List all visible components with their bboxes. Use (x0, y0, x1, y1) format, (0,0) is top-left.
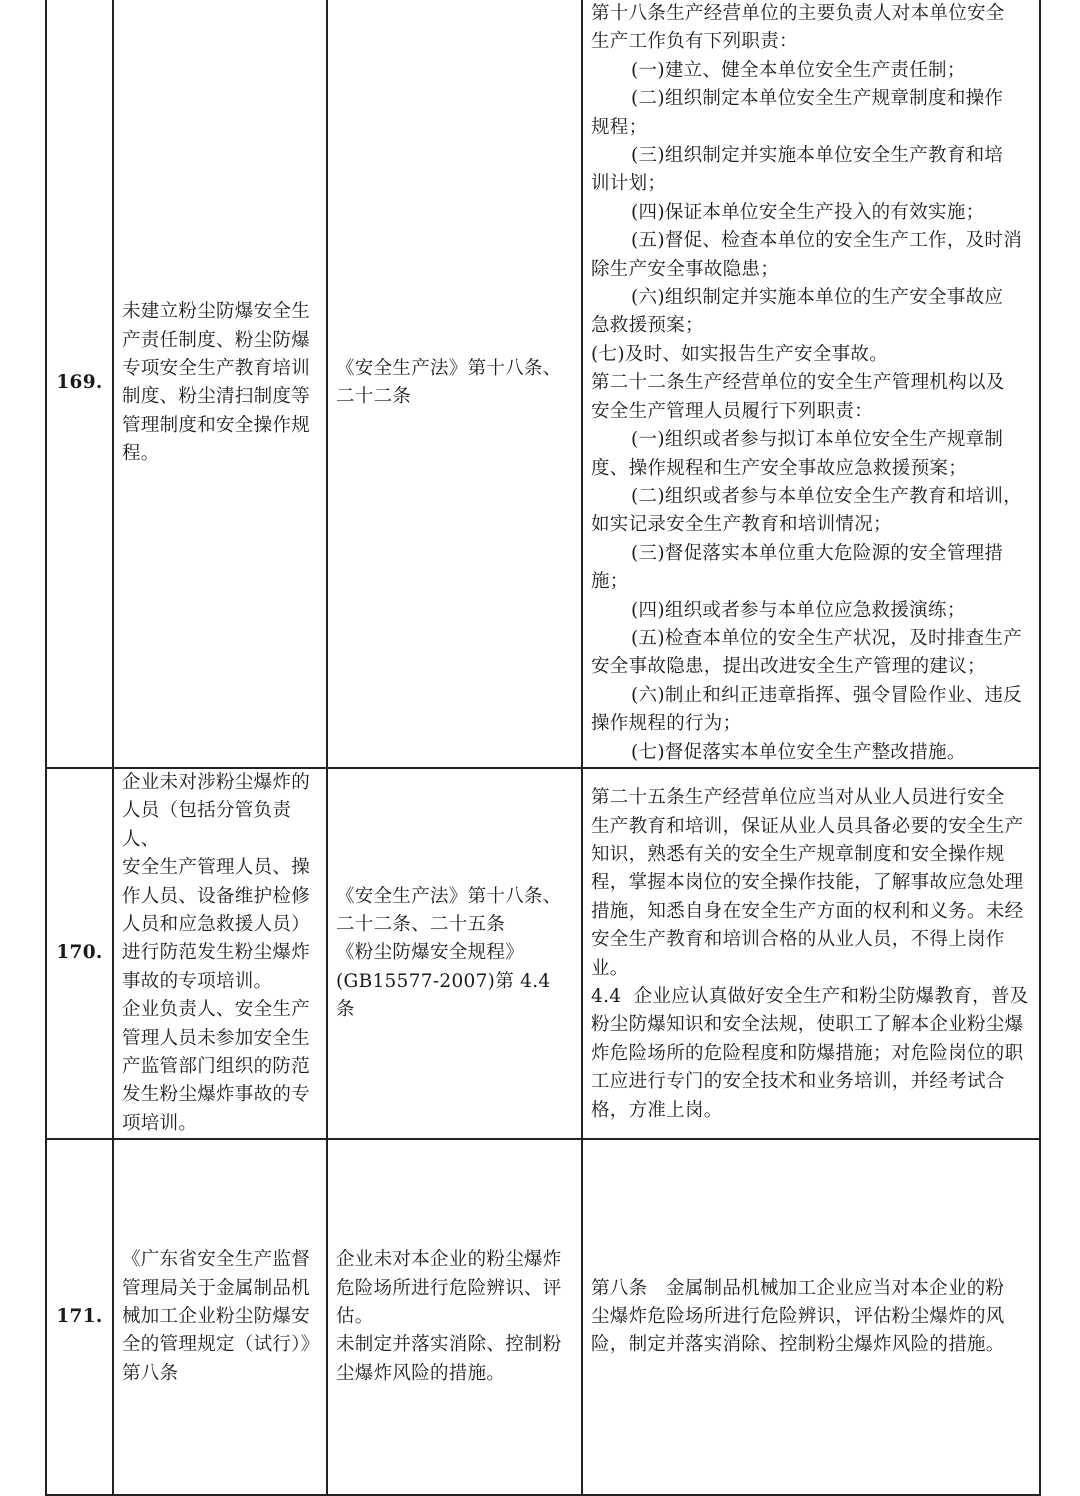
violation-cell-line: 项培训。 (122, 1112, 198, 1134)
table-row (46, 768, 1040, 1139)
provision-text-cell-line: 第二十五条生产经营单位应当对从业人员进行安全 (591, 787, 1005, 809)
row-number: 171. (46, 1139, 113, 1495)
provision-text-cell-line: 第十八条生产经营单位的主要负责人对本单位安全 (591, 3, 1005, 24)
provision-text-cell-line: 第二十二条生产经营单位的安全生产管理机构以及 (591, 372, 1005, 394)
violation-cell-line: 人员（包括分管负责人、 (122, 800, 292, 850)
provision-text-cell (582, 1139, 1040, 1495)
violation-cell-line: 程。 (122, 443, 160, 465)
legal-basis-cell-line: 未制定并落实消除、控制粉 (336, 1334, 562, 1356)
violation-cell-line: 制度、粉尘清扫制度等 (122, 386, 311, 408)
legal-basis-cell-line: 尘爆炸风险的措施。 (336, 1362, 506, 1384)
violation-cell-line: 人员和应急救援人员） (122, 914, 311, 935)
provision-text-cell-line: (一)组织或者参与拟订本单位安全生产规章制 (631, 429, 1004, 451)
provision-text-cell-line: 训计划； (591, 173, 667, 195)
provision-text-cell-line: (七)及时、如实报告生产安全事故。 (591, 343, 889, 365)
provision-text-cell-line: (二)组织制定本单位安全生产规章制度和操作 (631, 88, 1004, 110)
provision-text-cell-line: 粉尘防爆知识和安全法规，使职工了解本企业粉尘爆 (591, 1014, 1024, 1036)
provision-text-cell-line: 安全生产管理人员履行下列职责： (591, 400, 874, 422)
provision-text-cell-line: 工应进行专门的安全技术和业务培训，并经考试合 (591, 1071, 1005, 1093)
violation-cell-line: 未建立粉尘防爆安全生 (122, 301, 311, 323)
provision-text-cell-line: 安全事故隐患，提出改进安全生产管理的建议； (591, 656, 986, 678)
legal-basis-cell (327, 1139, 582, 1495)
provision-text-cell-line: 险，制定并落实消除、控制粉尘爆炸风险的措施。 (591, 1334, 1005, 1356)
provision-text-cell-line: 知识，熟悉有关的安全生产规章制度和安全操作规 (591, 843, 1005, 865)
violation-cell (113, 1139, 327, 1495)
row-number: 170. (46, 768, 113, 1139)
provision-text-cell-line: (六)组织制定并实施本单位的生产安全事故应 (631, 287, 1004, 309)
violation-cell-line: 管理人员未参加安全生 (122, 1027, 311, 1049)
provision-text-cell-line: 第八条 金属制品机械加工企业应当对本企业的粉 (591, 1277, 1005, 1299)
provision-text-cell-line: 施； (591, 571, 629, 593)
provision-text-cell-line: 程，掌握本岗位的安全操作技能，了解事故应急处理 (591, 872, 1024, 894)
provision-text-cell-line: 急救援预案； (591, 315, 704, 337)
provision-text-cell-line: 规程； (591, 116, 648, 138)
provision-text-cell-line: 格，方准上岗。 (591, 1099, 723, 1121)
table-row (46, 0, 1040, 768)
provision-text-cell-line: 炸危险场所的危险程度和防爆措施；对危险岗位的职 (591, 1042, 1024, 1064)
provision-text-cell-line: 操作规程的行为； (591, 713, 742, 735)
legal-basis-cell-line: 《安全生产法》第十八条、 (336, 885, 562, 907)
provision-text-cell-line: 生产工作负有下列职责： (591, 31, 798, 53)
provision-text-cell-line: (五)检查本单位的安全生产状况，及时排查生产 (631, 627, 1023, 649)
regulation-table (45, 0, 1041, 1496)
violation-cell-line: 专项安全生产教育培训 (122, 358, 311, 380)
legal-basis-cell-line: 《安全生产法》第十八条、 (336, 358, 562, 380)
provision-text-cell-line: (四)保证本单位安全生产投入的有效实施； (631, 201, 985, 223)
provision-text-cell-line: 尘爆炸危险场所进行危险辨识，评估粉尘爆炸的风 (591, 1306, 1005, 1328)
legal-basis-cell-line: (GB15577-2007)第 4.4 条 (336, 970, 557, 1021)
provision-text-cell-line: 度、操作规程和生产安全事故应急救援预案； (591, 457, 968, 479)
provision-text-cell-line: (三)组织制定并实施本单位安全生产教育和培 (631, 145, 1004, 167)
violation-cell-line: 企业负责人、安全生产 (122, 999, 311, 1021)
violation-cell-line: 企业未对涉粉尘爆炸的 (122, 771, 311, 793)
row-number: 169. (46, 0, 113, 768)
legal-basis-cell-line: 企业未对本企业的粉尘爆炸 (336, 1249, 562, 1271)
provision-text-cell-line: (四)组织或者参与本单位应急救援演练； (631, 599, 966, 621)
provision-text-cell-line: (三)督促落实本单位重大危险源的安全管理措 (631, 542, 1004, 564)
violation-cell-line: 作人员、设备维护检修 (122, 885, 311, 907)
provision-text-cell (582, 768, 1040, 1139)
provision-text-cell-line: (六)制止和纠正违章指挥、强令冒险作业、违反 (631, 684, 1023, 706)
provision-text-cell-line: (五)督促、检查本单位的安全生产工作，及时消 (631, 230, 1023, 252)
violation-cell-line: 管理局关于金属制品机 (122, 1277, 311, 1299)
violation-cell-line: 安全生产管理人员、操 (122, 857, 311, 879)
violation-cell (113, 768, 327, 1139)
violation-cell-line: 进行防范发生粉尘爆炸 (122, 942, 311, 964)
violation-cell-line: 发生粉尘爆炸事故的专 (122, 1084, 311, 1106)
provision-text-cell-line: 安全生产教育和培训合格的从业人员，不得上岗作 (591, 929, 1005, 951)
violation-cell-line: 产监管部门组织的防范 (122, 1056, 311, 1078)
legal-basis-cell-line: 估。 (336, 1306, 374, 1328)
provision-text-cell-line: 生产教育和培训，保证从业人员具备必要的安全生产 (591, 815, 1024, 837)
legal-basis-cell (327, 768, 582, 1139)
provision-text-cell-line: 业。 (591, 957, 629, 979)
table-row (46, 1139, 1040, 1495)
legal-basis-cell-line: 危险场所进行危险辨识、评 (336, 1277, 562, 1299)
legal-basis-cell-line: 《粉尘防爆安全规程》 (336, 942, 525, 964)
violation-cell-line: 事故的专项培训。 (122, 970, 273, 992)
provision-text-cell-line: (二)组织或者参与本单位安全生产教育和培训， (631, 485, 1023, 507)
provision-text-cell-line: 如实记录安全生产教育和培训情况； (591, 514, 892, 536)
provision-text-cell-line: (一)建立、健全本单位安全生产责任制； (631, 59, 966, 81)
violation-cell-line: 第八条 (122, 1362, 179, 1384)
violation-cell-line: 管理制度和安全操作规 (122, 414, 311, 436)
provision-text-cell (582, 0, 1040, 768)
violation-cell-line: 《广东省安全生产监督 (122, 1249, 311, 1271)
provision-text-cell-line: 除生产安全事故隐患； (591, 258, 780, 280)
legal-basis-cell-line: 二十二条 (336, 386, 412, 408)
provision-text-cell-line: 4.4 企业应认真做好安全生产和粉尘防爆教育，普及 (591, 986, 1029, 1008)
violation-cell-line: 械加工企业粉尘防爆安 (122, 1306, 311, 1328)
legal-basis-cell-line: 二十二条、二十五条 (336, 914, 506, 935)
violation-cell-line: 全的管理规定（试行）》 (122, 1334, 320, 1356)
violation-cell (113, 0, 327, 768)
legal-basis-cell (327, 0, 582, 768)
violation-cell-line: 产责任制度、粉尘防爆 (122, 329, 311, 351)
provision-text-cell-line: 措施，知悉自身在安全生产方面的权利和义务。未经 (591, 900, 1024, 922)
provision-text-cell-line: (七)督促落实本单位安全生产整改措施。 (631, 741, 966, 763)
